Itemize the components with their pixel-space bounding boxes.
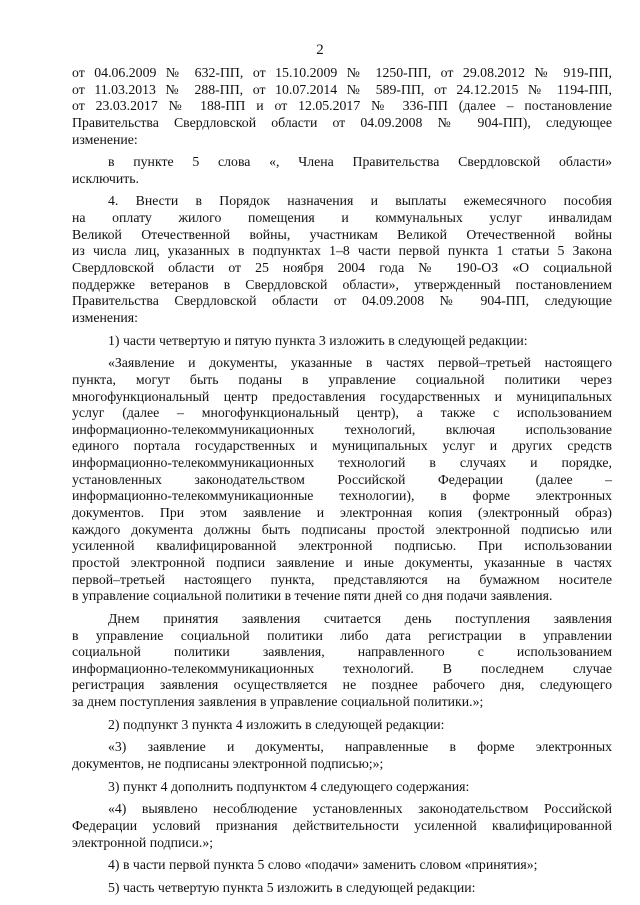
text-line: усиленной квалифицированной электронной подписью. При использовании — [72, 538, 612, 554]
document-body — [72, 65, 612, 896]
text-line: документов. При этом заявление и электронная копия (электронный образ) — [72, 505, 612, 521]
paragraph — [72, 355, 612, 605]
paragraph — [72, 779, 612, 796]
text-line: 4) в части первой пункта 5 слово «подачи» заменить словом «принятия»; — [108, 857, 538, 873]
paragraph — [72, 611, 612, 711]
text-line: 3) пункт 4 дополнить подпунктом 4 следующего содержания: — [108, 778, 470, 794]
text-line: документов, не подписаны электронной подписью;»; — [72, 755, 384, 771]
text-line: первой–третьей настоящего пункта, представляются на бумажном носителе — [72, 571, 612, 587]
paragraph — [72, 333, 612, 350]
text-line: из числа лиц, указанных в подпунктах 1–8 части первой пункта 1 статьи 5 Закона — [72, 243, 612, 259]
paragraph — [72, 717, 612, 734]
paragraph — [72, 65, 612, 148]
text-line: информационно-телекоммуникационных технологий, включая использование — [72, 421, 612, 437]
text-line: в пункте 5 слова «, Члена Правительства Свердловской области» — [108, 154, 612, 170]
text-line: изменения: — [72, 309, 138, 325]
text-line: информационно-телекоммуникационные технологии), в форме электронных — [72, 488, 612, 504]
text-line: установленных законодательством Российской Федерации (далее – — [72, 471, 612, 487]
text-line: в управление социальной политики либо дата регистрации в управлении — [72, 627, 612, 643]
text-line: «4) выявлено несоблюдение установленных законодательством Российской — [108, 801, 612, 817]
text-line: изменение: — [72, 131, 138, 147]
text-line: многофункциональный центр предоставления государственных и муниципальных — [72, 388, 612, 404]
paragraph — [72, 857, 612, 874]
text-line: 1) части четвертую и пятую пункта 3 изложить в следующей редакции: — [108, 332, 528, 348]
text-line: каждого документа должны быть подписаны простой электронной подписью или — [72, 521, 612, 537]
text-line: на оплату жилого помещения и коммунальных услуг инвалидам — [72, 210, 612, 226]
text-line: Правительства Свердловской области от 04.09.2008 № 904-ПП, следующие — [72, 293, 612, 309]
page-number: 2 — [316, 42, 324, 58]
text-line: Великой Отечественной войны, участникам Великой Отечественной войны — [72, 226, 612, 242]
text-line: информационно-телекоммуникационных технологий. В последнем случае — [72, 660, 612, 676]
text-line: регистрация заявления осуществляется не позднее рабочего дня, следующего — [72, 677, 612, 693]
text-line: «Заявление и документы, указанные в частях первой–третьей настоящего — [108, 355, 612, 371]
paragraph — [72, 801, 612, 851]
text-line: пункта, могут быть поданы в управление социальной политики через — [72, 371, 612, 387]
text-line: социальной политики заявления, направленного с использованием — [72, 644, 612, 660]
text-line: 4. Внести в Порядок назначения и выплаты ежемесячного пособия — [108, 193, 612, 209]
text-line: простой электронной подписи заявление и иные документы, указанные в частях — [72, 554, 612, 570]
text-line: Федерации условий признания действительности усиленной квалифицированной — [72, 817, 612, 833]
text-line: Правительства Свердловской области от 04.09.2008 № 904-ПП), следующее — [72, 114, 612, 130]
text-line: услуг (далее – многофункциональный центр), а также с использованием — [72, 405, 612, 421]
text-line: Свердловской области от 25 ноября 2004 года № 190-ОЗ «О социальной — [72, 260, 612, 276]
text-line: поддержке ветеранов в Свердловской области», утвержденный постановлением — [72, 276, 612, 292]
text-line: единого портала государственных и муниципальных услуг и других средств — [72, 438, 612, 454]
paragraph — [72, 193, 612, 326]
text-line: от 23.03.2017 № 188-ПП и от 12.05.2017 № 336-ПП (далее – постановление — [72, 98, 612, 114]
text-line: «3) заявление и документы, направленные в форме электронных — [108, 739, 612, 755]
text-line: информационно-телекоммуникационных технологий в случаях и порядке, — [72, 455, 612, 471]
paragraph — [72, 154, 612, 187]
text-line: исключить. — [72, 170, 139, 186]
text-line: 5) часть четвертую пункта 5 изложить в следующей редакции: — [108, 879, 476, 895]
text-line: 2) подпункт 3 пункта 4 изложить в следующей редакции: — [108, 716, 445, 732]
text-line: от 11.03.2013 № 288-ПП, от 10.07.2014 № 589-ПП, от 24.12.2015 № 1194-ПП, — [72, 81, 612, 97]
text-line: электронной подписи.»; — [72, 834, 214, 850]
paragraph — [72, 880, 612, 897]
text-line: от 04.06.2009 № 632-ПП, от 15.10.2009 № 1250-ПП, от 29.08.2012 № 919-ПП, — [72, 65, 612, 80]
text-line: за днем поступления заявления в управление социальной политики.»; — [72, 694, 484, 710]
text-line: в управление социальной политики в течение пяти дней со дня подачи заявления. — [72, 588, 553, 604]
paragraph — [72, 739, 612, 772]
text-line: Днем принятия заявления считается день поступления заявления — [108, 610, 612, 626]
